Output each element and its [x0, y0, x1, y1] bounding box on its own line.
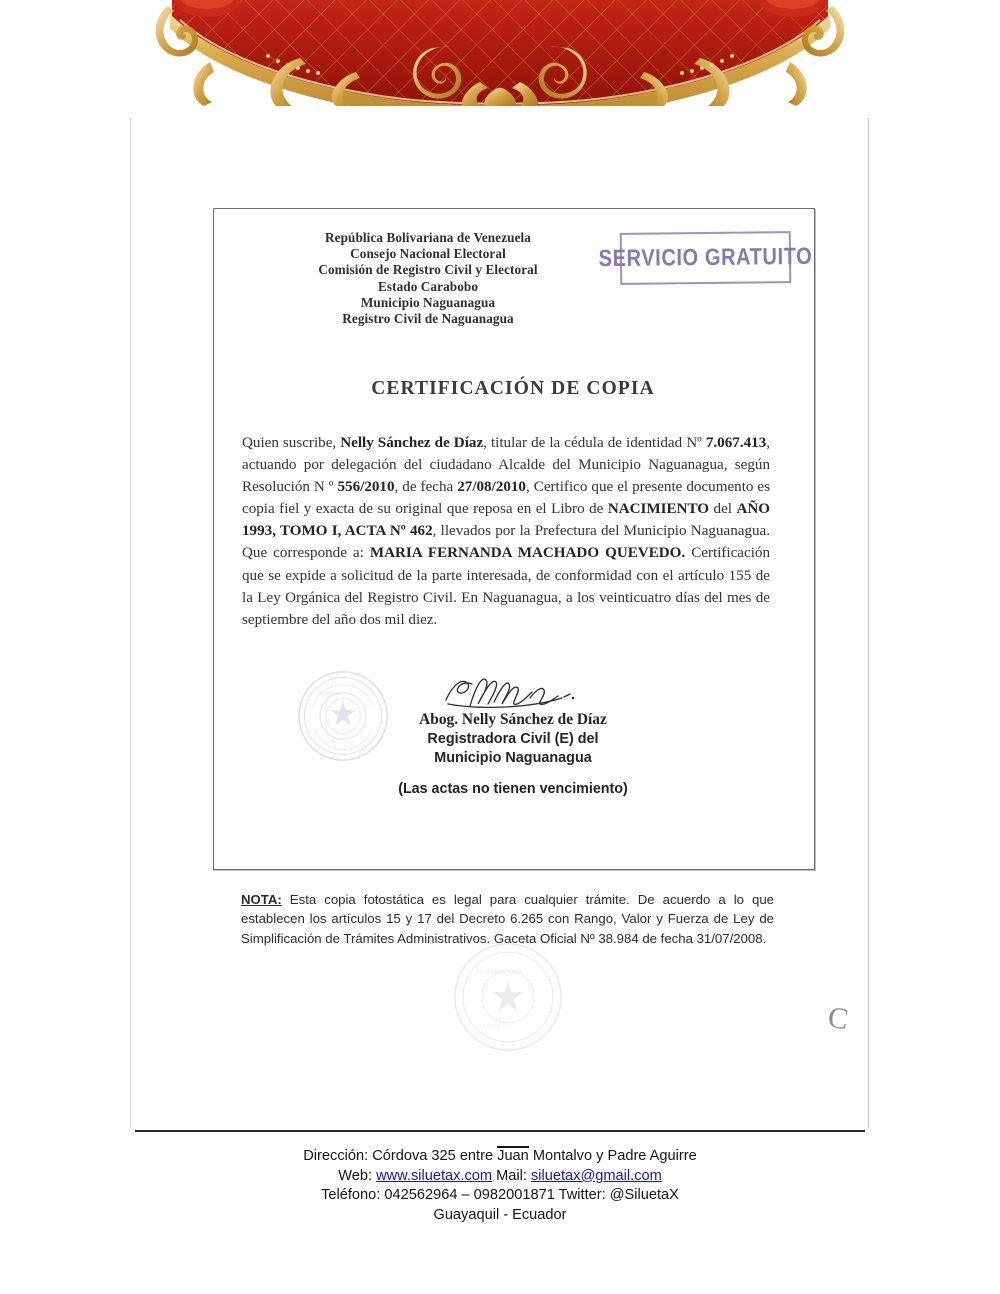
- body-segment-4: , actuando por delegación del ciudadano Alcalde del Municipio Naguanagua, según Resolución N º: [242, 435, 771, 496]
- header-line-2: Consejo Nacional Electoral: [350, 246, 506, 262]
- website-link[interactable]: www.siluetax.com: [376, 1167, 493, 1184]
- footer-mail-label: Mail:: [492, 1167, 531, 1184]
- scan-edge-left: [130, 118, 131, 1128]
- footer-city-line: Guayaquil - Ecuador: [433, 1206, 567, 1223]
- nota-label: NOTA:: [241, 892, 282, 907]
- scan-edge-right: [868, 118, 869, 1128]
- svg-text:REGISTRO: REGISTRO: [318, 691, 344, 697]
- signatory-role-line-1: Registradora Civil (E) del: [427, 730, 599, 747]
- footer-address-overline: Juan: [497, 1148, 529, 1164]
- signatory-name: Abog. Nelly Sánchez de Díaz: [419, 711, 607, 728]
- footer-separator-rule: [135, 1130, 865, 1132]
- footer: [0, 1147, 1000, 1225]
- handwritten-pen-mark: C: [825, 1000, 851, 1037]
- body-segment-7: 27/08/2010: [457, 479, 526, 496]
- body-segment-8: , Certifico que el presente documento es copia fiel y exacta de su original que reposa en el Libro de: [242, 479, 770, 518]
- body-segment-2: , titular de la cédula de identidad Nº: [483, 435, 706, 451]
- handwritten-signature: [440, 672, 580, 714]
- issuing-authority-lines: [228, 230, 628, 327]
- body-segment-10: del: [709, 501, 737, 518]
- footer-phone-line: Teléfono: 042562964 – 0982001871 Twitter: @SiluetaX: [321, 1187, 679, 1203]
- ornamental-banner: [150, 0, 850, 106]
- body-segment-13: MARIA FERNANDA MACHADO QUEVEDO.: [369, 545, 686, 562]
- nota-text: Esta copia fotostática es legal para cualquier trámite. De acuerdo a lo que establecen los artículos 15 y 17 del Decreto 6.265 con Rango, Valor y Fuerza de Ley de Simplificación de Trámites Administrativos. Gaceta Oficial Nº 38.984 de fecha 31/07/2008.: [241, 892, 774, 946]
- certificate-body-text: [242, 432, 770, 631]
- footer-address-prefix: Dirección: Córdova 325 entre: [303, 1148, 498, 1164]
- body-segment-11: AÑO 1993, TOMO I, ACTA Nº 462: [242, 501, 770, 540]
- header-line-3: Comisión de Registro Civil y Electoral: [318, 262, 538, 278]
- body-segment-12: , llevados por la Prefectura del Municipio Naguanagua. Que corresponde a:: [242, 523, 771, 562]
- header-line-6: Registro Civil de Naguanagua: [342, 311, 514, 327]
- header-line-5: Municipio Naguanagua: [360, 294, 496, 310]
- body-segment-3: 7.067.413: [705, 435, 767, 451]
- header-line-1: República Bolivariana de Venezuela: [325, 230, 531, 245]
- body-segment-0: Quien suscribe,: [242, 435, 341, 451]
- header-line-4: Estado Carabobo: [377, 278, 479, 294]
- body-segment-1: Nelly Sánchez de Díaz: [340, 435, 484, 451]
- svg-text:CONSEJO: CONSEJO: [479, 1023, 509, 1030]
- svg-text:CIVIL: CIVIL: [323, 739, 336, 745]
- svg-text:REGISTRADORA: REGISTRADORA: [474, 969, 522, 976]
- body-segment-14: Certificación que se expide a solicitud de la parte interesada, de conformidad con el artículo 155 de la Ley Orgánica del Registro Civil. En Naguanagua, a los veinticuatro días del mes de septiembre del año dos mil diez.: [242, 545, 770, 628]
- body-segment-9: NACIMIENTO: [607, 501, 710, 518]
- no-expiry-note: (Las actas no tienen vencimiento): [398, 781, 628, 797]
- signature-block: [313, 711, 713, 767]
- footer-address-suffix: Montalvo y Padre Aguirre: [528, 1148, 697, 1164]
- email-link[interactable]: siluetax@gmail.com: [530, 1167, 662, 1184]
- signatory-role-line-2: Municipio Naguanagua: [434, 749, 592, 766]
- stamp-text: SERVICIO GRATUITO: [598, 243, 813, 272]
- page-title: CERTIFICACIÓN DE COPIA: [371, 378, 655, 399]
- footer-address-line: [0, 1147, 1000, 1167]
- servicio-gratuito-stamp: [598, 231, 813, 285]
- body-segment-6: , de fecha: [394, 479, 458, 496]
- body-segment-5: 556/2010: [337, 479, 395, 496]
- embossed-seal-lower: [448, 938, 568, 1056]
- footer-web-label: Web:: [338, 1167, 377, 1184]
- footer-web-mail-line: [0, 1167, 1000, 1187]
